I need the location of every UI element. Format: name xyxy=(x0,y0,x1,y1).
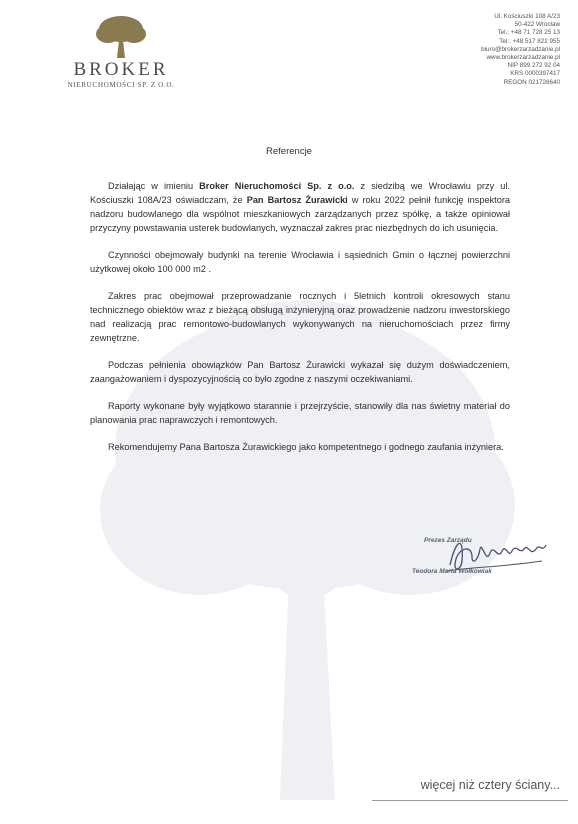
document-title: Referencje xyxy=(266,146,312,157)
company-slogan: więcej niż cztery ściany... xyxy=(420,778,560,792)
footer-divider xyxy=(372,800,568,801)
logo-brand: BROKER xyxy=(73,59,169,80)
paragraph: Czynności obejmowały budynki na terenie Wrocławia i sąsiednich Gmin o łącznej powierzchni użytkowej około 100 000 m2 . xyxy=(90,250,510,274)
phone-line: Tel.: +48 71 728 25 13 xyxy=(497,29,560,37)
email-line: biuro@brokerzarzadzanie.pl xyxy=(481,45,560,53)
signature-block xyxy=(412,527,557,587)
phone-line: Tel.: +48 517 822 955 xyxy=(499,37,560,45)
company-name: Broker Nieruchomości Sp. z o.o. xyxy=(199,181,355,191)
paragraph: Raporty wykonane były wyjątkowo starannie i przejrzyście, stanowiły dla nas świetny materiał do planowania prac naprawczych i remontowych. xyxy=(90,401,510,425)
paragraph: Rekomendujemy Pana Bartosza Żurawickiego jako kompetentnego i godnego zaufania inżyniera. xyxy=(108,442,504,452)
tree-icon xyxy=(91,14,151,58)
logo-subtitle: NIERUCHOMOŚCI SP. Z O.O. xyxy=(67,81,175,89)
paragraph: Zakres prac obejmował przeprowadzanie rocznych i 5letnich kontroli okresowych stanu technicznego obiektów wraz z bieżącą obsługą inżynieryjną oraz prowadzenie nadzoru inwestorskiego nad realizacją prac remontowo-budowlanych wykonywanych na nieruchomościach przez firmy zewnętrzne. xyxy=(90,291,510,343)
nip-line: NIP 899 272 92 04 xyxy=(507,62,560,70)
website-line: www.brokerzarzadzanie.pl xyxy=(486,54,560,62)
person-name: Pan Bartosz Żurawicki xyxy=(246,195,348,205)
letter-body xyxy=(90,179,510,467)
address-line: 50-422 Wrocław xyxy=(514,21,560,29)
signature-name: Teodora Marta Wołkowiak xyxy=(412,568,492,575)
company-logo xyxy=(46,14,196,98)
paragraph: Podczas pełnienia obowiązków Pan Bartosz Żurawicki wykazał się dużym doświadczeniem, zaangażowaniem i dyspozycyjnością co było zgodne z naszymi oczekiwaniami. xyxy=(90,360,510,384)
paragraph: Działając w imieniu Broker Nieruchomości Sp. z o.o. z siedzibą we Wrocławiu przy ul. Kościuszki 108A/23 oświadczam, że Pan Bartosz Żurawicki w roku 2022 pełnił funkcję inspektora nadzoru budowlanego dla wspólnot mieszkaniowych zarządzanych przez spółkę, a także opiniował przyczyny powstawania usterek budowlanych, wyznaczał zakres prac niezbędnych do ich usunięcia. xyxy=(90,181,510,233)
signature-role: Prezes Zarządu xyxy=(424,537,472,544)
regon-line: REGON 021728640 xyxy=(503,78,560,86)
address-line: Ul. Kościuszki 108 A/23 xyxy=(494,13,560,20)
company-address xyxy=(380,13,560,87)
krs-line: KRS 0000397417 xyxy=(510,70,560,78)
